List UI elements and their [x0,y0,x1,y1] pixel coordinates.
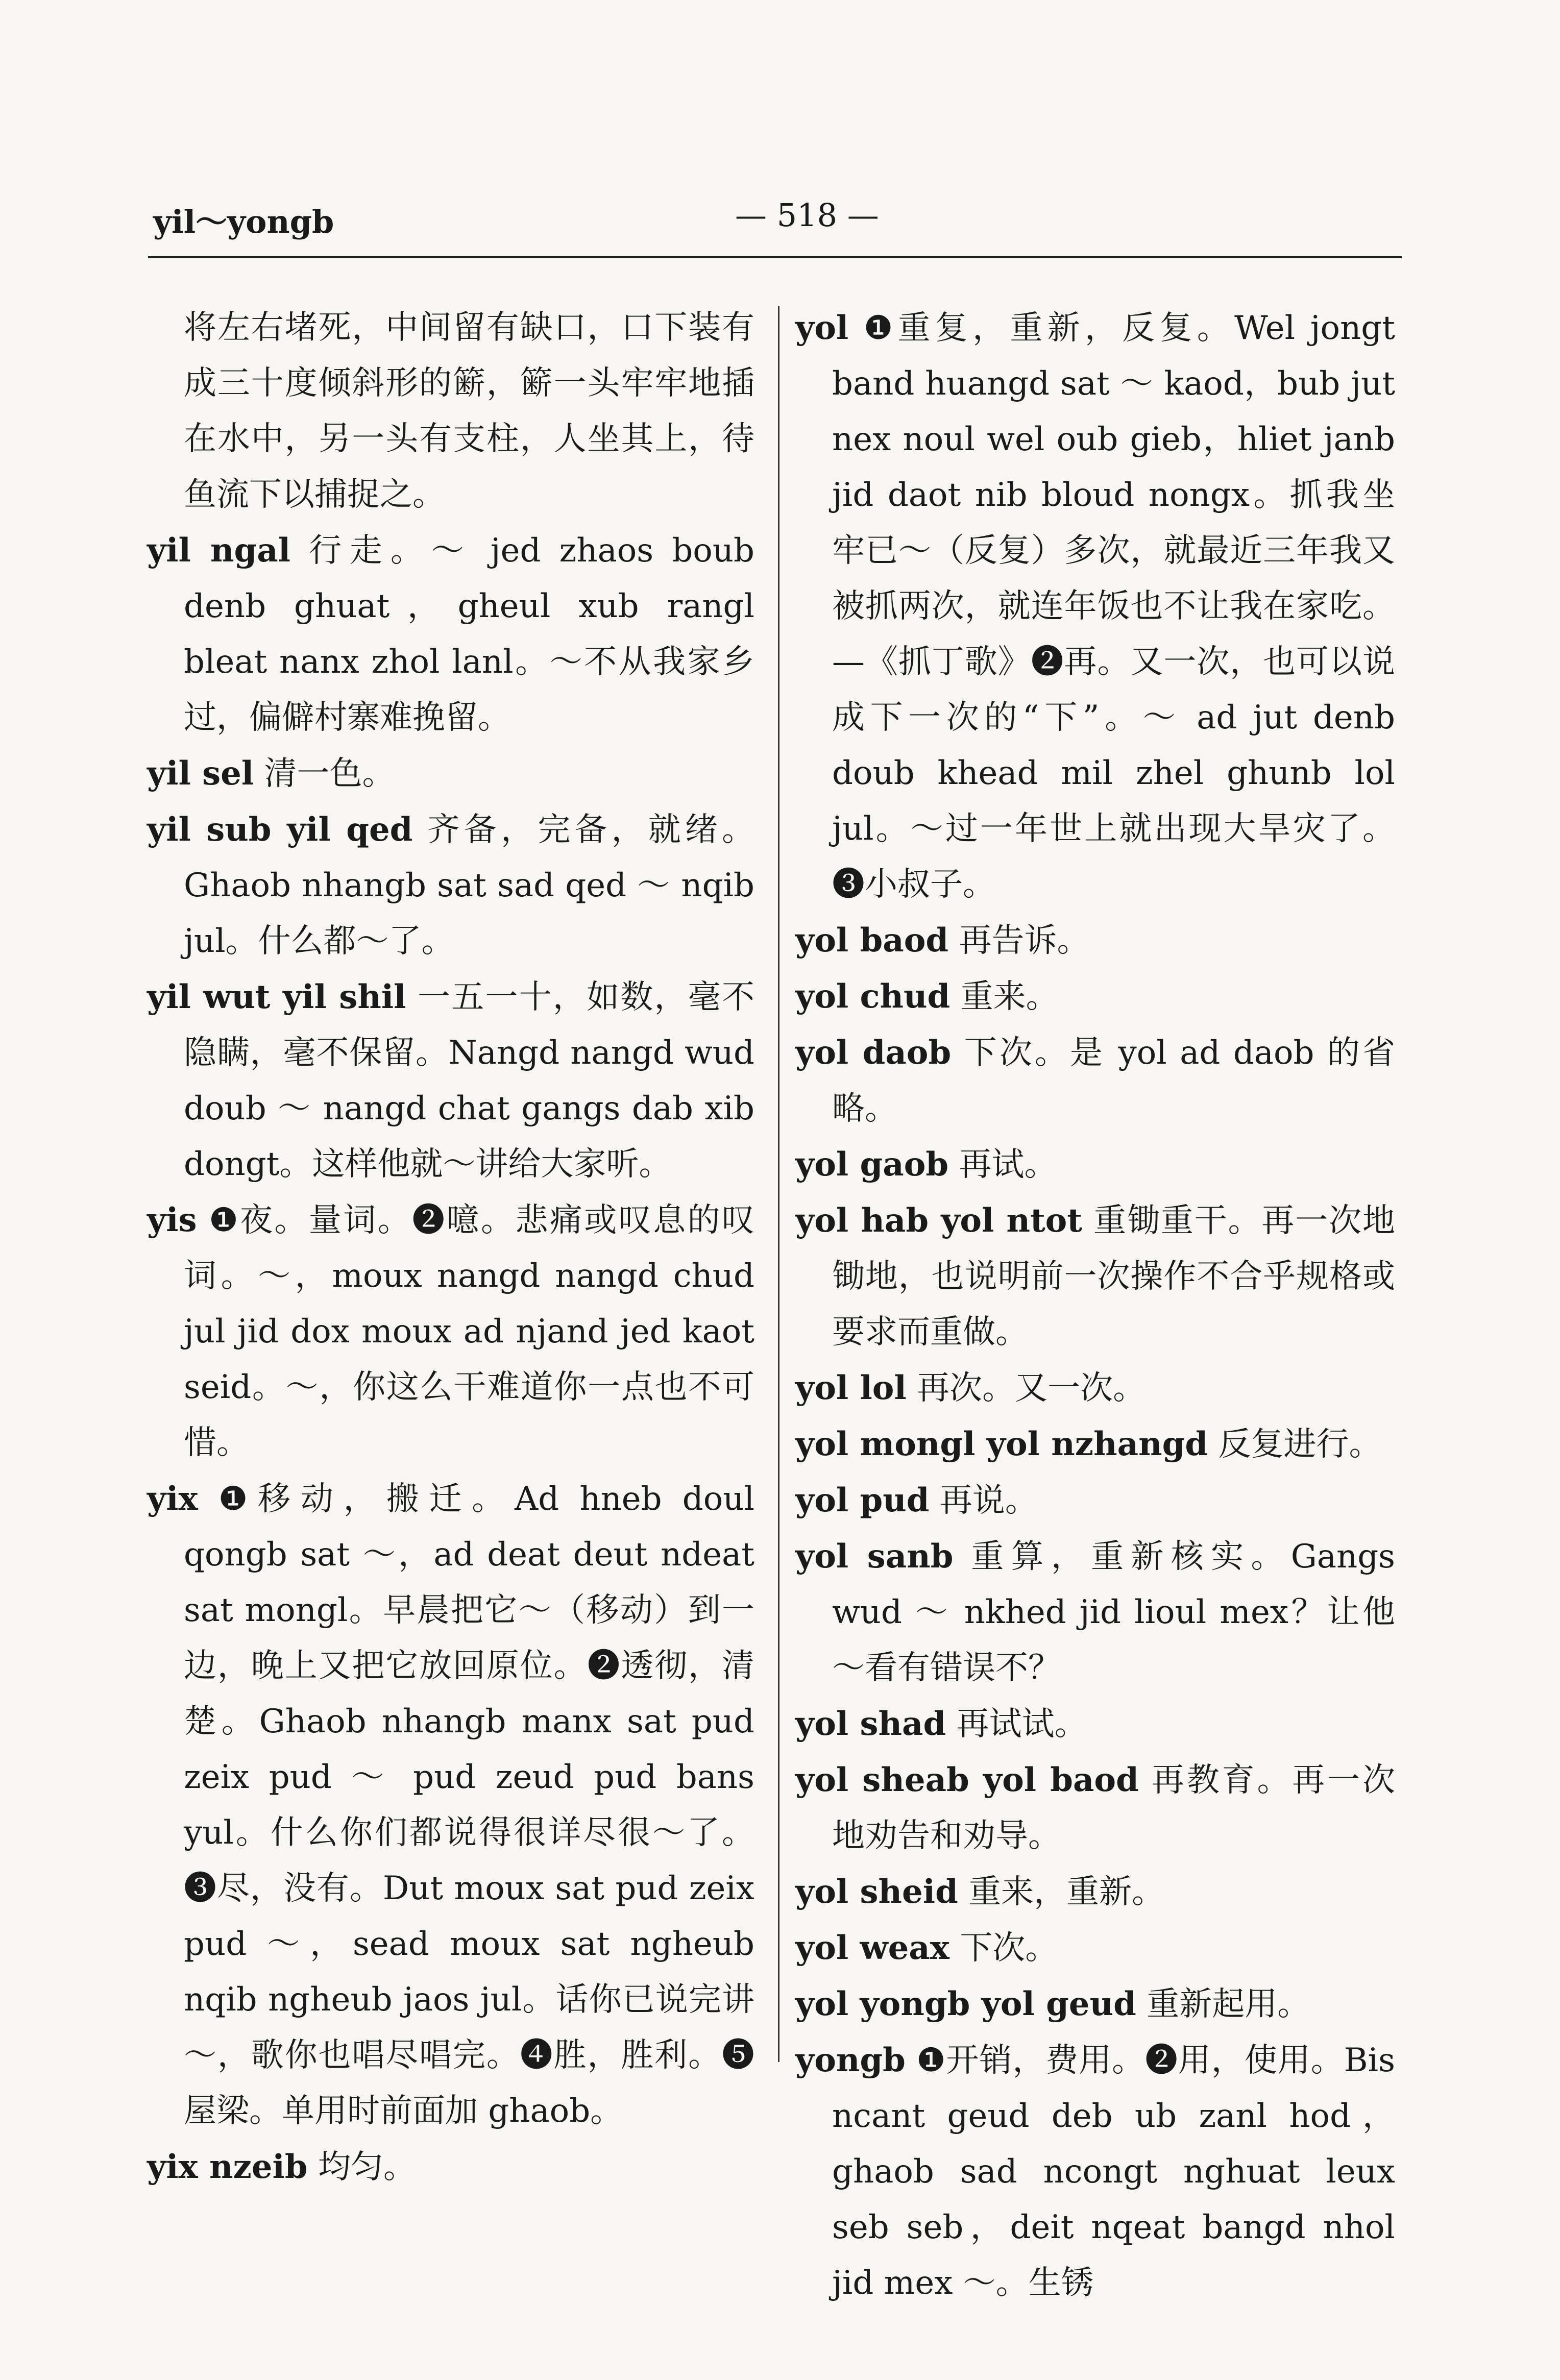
left-column [147,300,754,2195]
entry-text: ❶开销，费用。❷用，使用。Bis ncant geud deb ub zanl hod，ghaob sad ncongt nghuat leux seb seb，deit nqeat bangd nhol jid mex ～。生锈 [832,2042,1395,2302]
entry-text: 重算，重新核实。Gangs wud ～ nkhed jid lioul mex？让他～看有错误不？ [832,1538,1396,1687]
dictionary-entry [795,2032,1395,2311]
entry-headword: yol gaob [795,1145,949,1184]
entry-text: ❶夜。量词。❷噫。悲痛或叹息的叹词。～，moux nangd nangd chud jul jid dox moux ad njand jed kaot seid。～，你这么干难道你一点也不可惜。 [184,1201,754,1462]
header-rule [148,256,1402,258]
entry-headword: yol chud [795,977,950,1016]
entry-headword: yol daob [795,1034,952,1072]
entry-headword: yol pud [795,1481,930,1519]
entry-headword: yil wut yil shil [147,978,406,1016]
entry-text: 一五一十，如数，毫不隐瞒，毫不保留。Nangd nangd wud doub ～ nangd chat gangs dab xib dongt。这样他就～讲给大家听。 [184,978,755,1183]
entry-text: 再试。 [948,1146,1057,1184]
right-column [795,300,1395,2311]
dictionary-entry [795,1025,1395,1137]
entry-text: 将左右堵死，中间留有缺口，口下装有成三十度倾斜形的簖，簖一头牢牢地插在水中，另一头有支柱，人坐其上，待鱼流下以捕捉之。 [184,309,754,513]
dictionary-entry [147,2139,754,2195]
entry-text: ❶移动，搬迁。Ad hneb doul qongb sat ～，ad deat deut ndeat sat mongl。早晨把它～（移动）到一边，晚上又把它放回原位。❷透彻，清楚。Ghaob nhangb manx sat pud zeix pud ～ pud zeud pud bans yul。什么你们都说得很详尽很～了。❸尽，没有。Dut moux sat pud zeix pud ～，sead moux sat ngheub nqib ngheub jaos jul。话你已说完讲～，歌你也唱尽唱完。❹胜，胜利。❺屋梁。单用时前面加 ghaob。 [184,1480,754,2130]
entry-headword: yol sanb [795,1537,954,1576]
entry-headword: yol mongl yol nzhangd [795,1425,1208,1463]
entry-headword: yongb [795,2041,906,2079]
dictionary-entry [147,1192,754,1471]
dictionary-entry [795,969,1395,1025]
entry-headword: yol sheab yol baod [795,1761,1139,1799]
entry-text: 重来。 [950,978,1059,1016]
entry-headword: yol hab yol ntot [795,1201,1082,1240]
running-head: yil～yongb [153,203,334,240]
dictionary-entry [795,1696,1395,1752]
entry-text: 反复进行。 [1208,1426,1382,1463]
page-header [148,197,1397,253]
entry-headword: yol baod [795,921,949,960]
entry-text: 再次。又一次。 [906,1369,1146,1407]
entry-headword: yix nzeib [147,2148,308,2186]
entry-text: 重新起用。 [1136,1985,1310,2023]
entry-headword: yil sel [147,754,254,793]
entry-headword: yil ngal [147,531,291,570]
entry-text: 清一色。 [254,755,395,793]
entry-headword: yol shad [795,1705,946,1743]
dictionary-entry [795,1920,1395,1976]
dictionary-entry [147,746,754,802]
entry-headword: yol [795,309,849,347]
entry-text: 下次。是 yol ad daob 的省略。 [832,1034,1396,1127]
column-divider [778,306,779,2062]
dictionary-entry [795,1752,1395,1864]
entry-headword: yol yongb yol geud [795,1985,1136,2023]
dictionary-entry [795,913,1395,969]
dictionary-entry [795,1193,1395,1360]
dictionary-entry [795,300,1395,913]
dictionary-entry [795,1473,1395,1529]
dictionary-entry [795,1360,1395,1416]
entry-headword: yis [147,1201,197,1239]
dictionary-entry [795,1416,1395,1473]
entry-text: 再试试。 [946,1705,1087,1743]
entry-text: 重来，重新。 [958,1873,1165,1911]
dictionary-entry [795,1976,1395,2032]
dictionary-entry [147,523,754,746]
dictionary-entry [147,300,754,523]
entry-text: 再说。 [929,1482,1038,1519]
entry-text: ❶重复，重新，反复。Wel jongt band huangd sat ～ kaod，bub jut nex noul wel oub gieb，hliet janb jid daot nib bloud nongx。抓我坐牢已～（反复）多次，就最近三年我又被抓两次，就连年饭也不让我在家吃。—《抓丁歌》❷再。又一次，也可以说成下一次的“下”。～ ad jut denb doub khead mil zhel ghunb lol jul。～过一年世上就出现大旱灾了。❸小叔子。 [832,309,1395,903]
entry-text: 均匀。 [307,2148,416,2186]
entry-text: 重锄重干。再一次地锄地，也说明前一次操作不合乎规格或要求而重做。 [832,1202,1396,1351]
entry-headword: yol lol [795,1369,907,1407]
entry-headword: yil sub yil qed [147,811,413,849]
dictionary-entry [147,969,754,1192]
entry-headword: yix [147,1480,198,1518]
page-number: — 518 — [735,197,879,234]
entry-headword: yol weax [795,1929,949,1967]
entry-text: 下次。 [949,1929,1058,1967]
entry-text: 再告诉。 [948,922,1090,960]
dictionary-entry [795,1529,1395,1696]
entry-text: 再教育。再一次地劝告和劝导。 [832,1761,1395,1855]
dictionary-entry [795,1864,1395,1920]
dictionary-entry [147,802,754,969]
entry-text: 行走。～ jed zhaos boub denb ghuat，gheul xub rangl bleat nanx zhol lanl。～不从我家乡过，偏僻村寨难挽留。 [184,532,755,737]
dictionary-entry [147,1471,754,2139]
entry-text: 齐备，完备，就绪。Ghaob nhangb sat sad qed ～ nqib jul。什么都～了。 [184,811,755,960]
dictionary-entry [795,1137,1395,1193]
entry-headword: yol sheid [795,1873,958,1911]
